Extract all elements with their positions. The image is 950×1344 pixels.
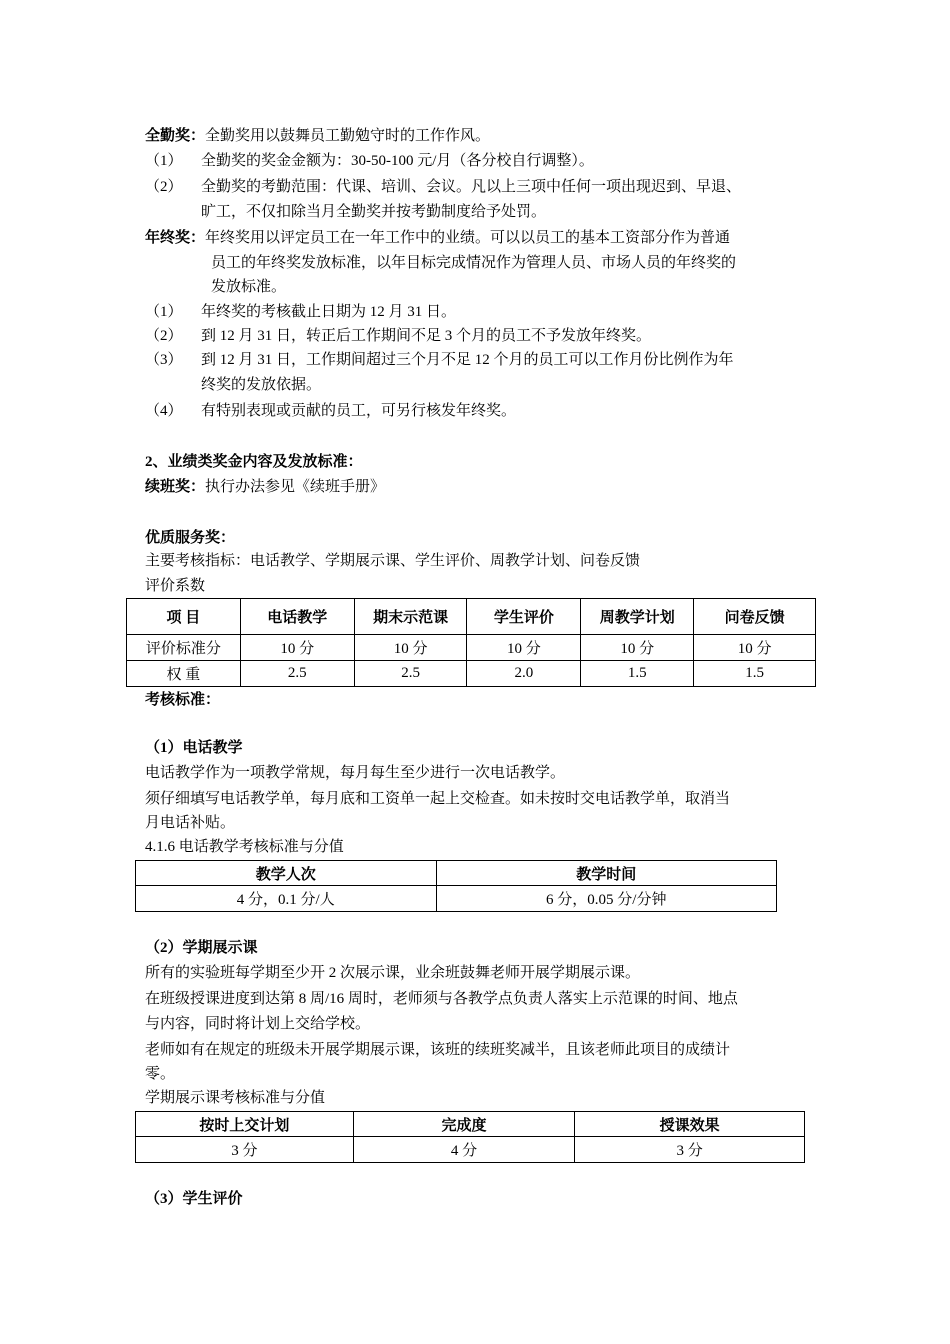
table-header-cell: 教学人次 [136, 861, 437, 886]
section-2-heading: 2、业绩类奖金内容及发放标准： [145, 454, 363, 470]
list-item: 到 12 月 31 日，工作期间超过三个月不足 12 个月的员工可以工作月份比例作为年 [201, 352, 734, 368]
phone-teaching-table [135, 860, 777, 912]
year-end-desc-1: 年终奖用以评定员工在一年工作中的业绩。可以以员工的基本工资部分作为普通 [205, 230, 731, 246]
table-header-cell: 完成度 [353, 1112, 575, 1137]
showcase-p2b: 与内容，同时将计划上交给学校。 [145, 1016, 371, 1032]
phone-teaching-p1: 电话教学作为一项教学常规，每月每生至少进行一次电话教学。 [145, 765, 566, 781]
table-row [127, 661, 816, 687]
phone-teaching-p2a: 须仔细填写电话教学单，每月底和工资单一起上交检查。如未按时交电话教学单，取消当 [145, 791, 731, 807]
table-cell: 10 分 [694, 635, 816, 661]
table-header-cell: 期末示范课 [354, 599, 467, 635]
table-header-cell: 周教学计划 [581, 599, 694, 635]
list-number: （3） [145, 352, 183, 368]
table-header-row [127, 599, 816, 635]
list-item-continuation: 旷工，不仅扣除当月全勤奖并按考勤制度给予处罚。 [201, 204, 547, 220]
table-header-cell: 项 目 [127, 599, 241, 635]
table-cell: 2.5 [240, 661, 354, 687]
year-end-line [145, 228, 730, 248]
table-cell: 4 分 [353, 1137, 575, 1163]
table-cell: 10 分 [354, 635, 467, 661]
list-item: 有特别表现或贡献的员工，可另行核发年终奖。 [201, 403, 517, 419]
coefficient-label: 评价系数 [145, 578, 206, 594]
renewal-title: 续班奖： [145, 479, 206, 495]
table-cell: 10 分 [467, 635, 581, 661]
table-row [136, 1137, 805, 1163]
showcase-heading: （2）学期展示课 [145, 940, 258, 956]
year-end-desc-2: 员工的年终奖发放标准，以年目标完成情况作为管理人员、市场人员的年终奖的 [211, 255, 737, 271]
showcase-p1: 所有的实验班每学期至少开 2 次展示课，业余班鼓舞老师开展学期展示课。 [145, 965, 641, 981]
coefficient-table [126, 598, 816, 687]
list-number: （4） [145, 403, 183, 419]
table-cell: 1.5 [581, 661, 694, 687]
table-header-cell: 授课效果 [575, 1112, 805, 1137]
showcase-table-title: 学期展示课考核标准与分值 [145, 1090, 326, 1106]
table-cell: 1.5 [694, 661, 816, 687]
indicators-text: 主要考核指标：电话教学、学期展示课、学生评价、周教学计划、问卷反馈 [145, 553, 641, 569]
full-attendance-desc: 全勤奖用以鼓舞员工勤勉守时的工作作风。 [205, 128, 491, 144]
showcase-table [135, 1111, 805, 1163]
showcase-p3a: 老师如有在规定的班级未开展学期展示课，该班的续班奖减半，且该老师此项目的成绩计 [145, 1042, 731, 1058]
list-number: （1） [145, 304, 183, 320]
table-cell: 权 重 [127, 661, 241, 687]
showcase-p2a: 在班级授课进度到达第 8 周/16 周时，老师须与各教学点负责人落实上示范课的时间、地点 [145, 991, 738, 1007]
phone-table-title: 4.1.6 电话教学考核标准与分值 [145, 839, 344, 855]
table-cell: 10 分 [581, 635, 694, 661]
table-cell: 3 分 [136, 1137, 354, 1163]
table-header-cell: 电话教学 [240, 599, 354, 635]
list-item: 年终奖的考核截止日期为 12 月 31 日。 [201, 304, 457, 320]
criteria-title: 考核标准： [145, 692, 221, 708]
list-item: 全勤奖的奖金金额为：30-50-100 元/月（各分校自行调整）。 [201, 153, 594, 169]
table-cell: 2.0 [467, 661, 581, 687]
table-cell: 4 分，0.1 分/人 [136, 886, 437, 912]
renewal-text: 执行办法参见《续班手册》 [205, 479, 386, 495]
table-header-row [136, 1112, 805, 1137]
list-number: （1） [145, 153, 183, 169]
list-item: 到 12 月 31 日，转正后工作期间不足 3 个月的员工不予发放年终奖。 [201, 328, 652, 344]
table-cell: 6 分，0.05 分/分钟 [436, 886, 776, 912]
table-header-cell: 教学时间 [436, 861, 776, 886]
table-row [136, 886, 777, 912]
year-end-title: 年终奖： [145, 230, 206, 246]
full-attendance-line [145, 126, 490, 146]
list-item-continuation: 终奖的发放依据。 [201, 377, 322, 393]
table-cell: 3 分 [575, 1137, 805, 1163]
table-header-cell: 按时上交计划 [136, 1112, 354, 1137]
table-cell: 2.5 [354, 661, 467, 687]
renewal-line [145, 477, 385, 497]
table-row [127, 635, 816, 661]
showcase-p3b: 零。 [145, 1066, 176, 1082]
list-number: （2） [145, 328, 183, 344]
year-end-desc-3: 发放标准。 [211, 279, 287, 295]
quality-service-title: 优质服务奖： [145, 530, 236, 546]
table-cell: 评价标准分 [127, 635, 241, 661]
table-header-cell: 问卷反馈 [694, 599, 816, 635]
phone-teaching-p2b: 月电话补贴。 [145, 815, 236, 831]
student-eval-heading: （3）学生评价 [145, 1191, 243, 1207]
table-cell: 10 分 [240, 635, 354, 661]
list-number: （2） [145, 179, 183, 195]
phone-teaching-heading: （1）电话教学 [145, 740, 243, 756]
table-header-row [136, 861, 777, 886]
full-attendance-title: 全勤奖： [145, 128, 206, 144]
table-header-cell: 学生评价 [467, 599, 581, 635]
list-item: 全勤奖的考勤范围：代课、培训、会议。凡以上三项中任何一项出现迟到、早退、 [201, 179, 742, 195]
